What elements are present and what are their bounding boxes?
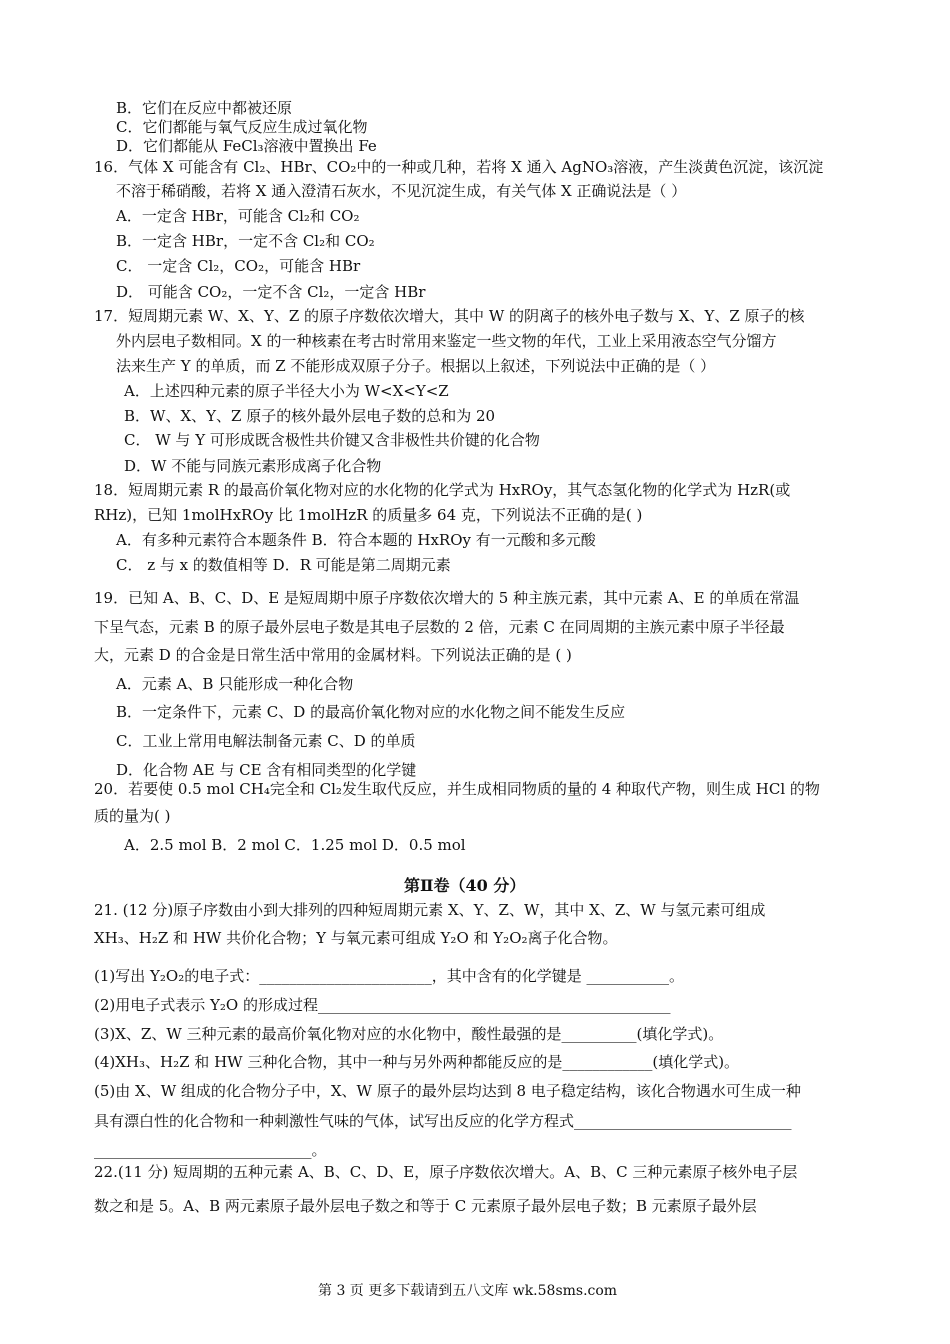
q19-option-d: D．化合物 AE 与 CE 含有相同类型的化学键	[116, 761, 417, 779]
q20-stem-line-2: 质的量为( )	[94, 807, 171, 825]
q18-stem-line-1: 18．短周期元素 R 的最高价氧化物对应的水化物的化学式为 HxROy，其气态氢化物的化学式为 HzR(或	[94, 481, 791, 499]
q17-stem-line-2: 外内层电子数相同。X 的一种核素在考古时常用来鉴定一些文物的年代，工业上采用液态空气分馏方	[116, 332, 777, 350]
q19-option-b: B．一定条件下，元素 C、D 的最高价氧化物对应的水化物之间不能发生反应	[116, 703, 626, 721]
q21-part-4: (4)XH₃、H₂Z 和 HW 三种化合物，其中一种与另外两种都能反应的是____________(填化学式)。	[94, 1053, 740, 1071]
q18-options-cd: C． z 与 x 的数值相等 D．R 可能是第二周期元素	[116, 556, 451, 574]
q18-stem-line-2: RHz)，已知 1molHxROy 比 1molHzR 的质量多 64 克，下列说法不正确的是( )	[94, 506, 643, 524]
q21-part-5-line-2: 具有漂白性的化合物和一种刺激性气味的气体，试写出反应的化学方程式_____________________________	[94, 1112, 792, 1130]
q21-stem-line-1: 21. (12 分)原子序数由小到大排列的四种短周期元素 X、Y、Z、W，其中 X、Z、W 与氢元素可组成	[94, 901, 766, 919]
q16-option-a: A．一定含 HBr，可能含 Cl₂和 CO₂	[116, 207, 360, 225]
q16-stem-line-2: 不溶于稀硝酸，若将 X 通入澄清石灰水，不见沉淀生成，有关气体 X 正确说法是（ ）	[116, 182, 687, 200]
q16-option-c: C． 一定含 Cl₂，CO₂，可能含 HBr	[116, 257, 361, 275]
q17-option-a: A．上述四种元素的原子半径大小为 W<X<Y<Z	[124, 382, 449, 400]
q17-stem-line-3: 法来生产 Y 的单质，而 Z 不能形成双原子分子。根据以上叙述，下列说法中正确的是（ ）	[116, 357, 716, 375]
q15-option-d: D．它们都能从 FeCl₃溶液中置换出 Fe	[116, 137, 377, 155]
q20-stem-line-1: 20．若要使 0.5 mol CH₄完全和 Cl₂发生取代反应，并生成相同物质的量的 4 种取代产物，则生成 HCl 的物	[94, 780, 820, 798]
q21-stem-line-2: XH₃、H₂Z 和 HW 共价化合物；Y 与氧元素可组成 Y₂O 和 Y₂O₂离子化合物。	[94, 929, 618, 947]
q21-part-3: (3)X、Z、W 三种元素的最高价氧化物对应的水化物中，酸性最强的是__________(填化学式)。	[94, 1025, 724, 1043]
q21-part-5-line-3: _____________________________。	[94, 1141, 327, 1159]
q21-part-5-line-1: (5)由 X、W 组成的化合物分子中，X、W 原子的最外层均达到 8 电子稳定结构，该化合物遇水可生成一种	[94, 1082, 801, 1100]
q16-stem-line-1: 16．气体 X 可能含有 Cl₂、HBr、CO₂中的一种或几种，若将 X 通入 AgNO₃溶液，产生淡黄色沉淀，该沉淀	[94, 158, 824, 176]
q19-stem-line-1: 19．已知 A、B、C、D、E 是短周期中原子序数依次增大的 5 种主族元素，其中元素 A、E 的单质在常温	[94, 589, 800, 607]
q17-stem-line-1: 17．短周期元素 W、X、Y、Z 的原子序数依次增大，其中 W 的阴离子的核外电子数与 X、Y、Z 原子的核	[94, 307, 805, 325]
q22-stem-line-1: 22.(11 分) 短周期的五种元素 A、B、C、D、E，原子序数依次增大。A、B、C 三种元素原子核外电子层	[94, 1163, 798, 1181]
q19-stem-line-2: 下呈气态，元素 B 的原子最外层电子数是其电子层数的 2 倍，元素 C 在同周期的主族元素中原子半径最	[94, 618, 785, 636]
page-footer: 第 3 页 更多下载请到五八文库 wk.58sms.com	[318, 1283, 618, 1299]
q18-options-ab: A．有多种元素符合本题条件 B．符合本题的 HxROy 有一元酸和多元酸	[116, 531, 596, 549]
q17-option-d: D．W 不能与同族元素形成离子化合物	[124, 457, 382, 475]
q19-option-a: A．元素 A、B 只能形成一种化合物	[116, 675, 354, 693]
q16-option-b: B．一定含 HBr，一定不含 Cl₂和 CO₂	[116, 232, 375, 250]
q21-part-1: (1)写出 Y₂O₂的电子式：_______________________，其中含有的化学键是 ___________。	[94, 967, 685, 985]
q15-option-b: B．它们在反应中都被还原	[116, 99, 293, 117]
q17-option-c: C． W 与 Y 可形成既含极性共价键又含非极性共价键的化合物	[124, 431, 540, 449]
q20-options: A．2.5 mol B．2 mol C．1.25 mol D．0.5 mol	[124, 836, 466, 854]
q17-option-b: B．W、X、Y、Z 原子的核外最外层电子数的总和为 20	[124, 407, 496, 425]
q16-option-d: D． 可能含 CO₂，一定不含 Cl₂，一定含 HBr	[116, 283, 426, 301]
q21-part-2: (2)用电子式表示 Y₂O 的形成过程_______________________________________________	[94, 996, 671, 1014]
section-2-title: 第Ⅱ卷（40 分）	[404, 876, 526, 895]
q19-option-c: C．工业上常用电解法制备元素 C、D 的单质	[116, 732, 416, 750]
q19-stem-line-3: 大，元素 D 的合金是日常生活中常用的金属材料。下列说法正确的是 ( )	[94, 646, 572, 664]
q15-option-c: C．它们都能与氧气反应生成过氧化物	[116, 118, 368, 136]
q22-stem-line-2: 数之和是 5。A、B 两元素原子最外层电子数之和等于 C 元素原子最外层电子数；B 元素原子最外层	[94, 1197, 757, 1215]
